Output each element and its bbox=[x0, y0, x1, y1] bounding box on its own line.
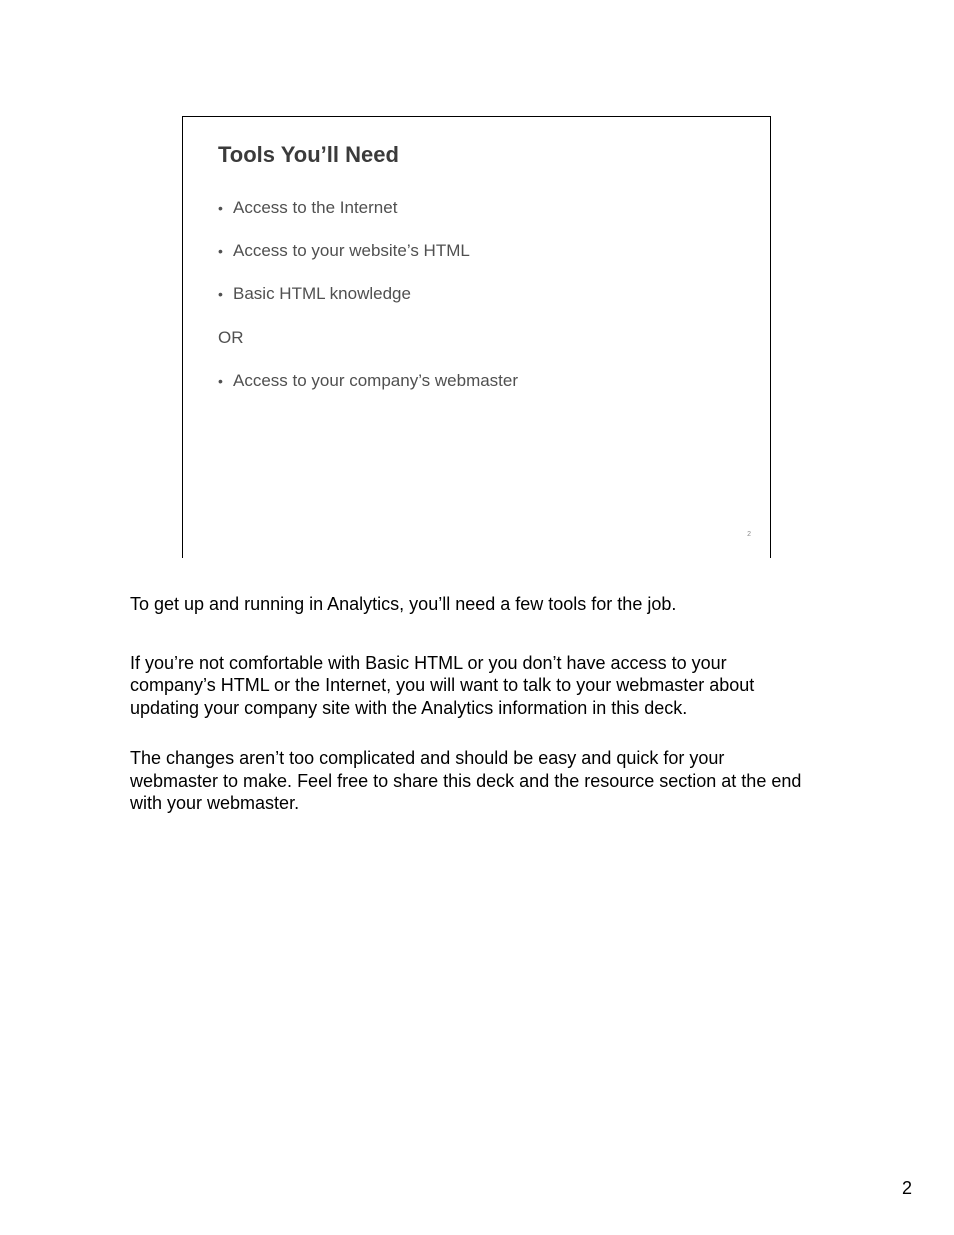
slide-bullet-text: Access to your company’s webmaster bbox=[233, 371, 519, 390]
slide-title: Tools You’ll Need bbox=[218, 142, 399, 167]
slide-bullet-item bbox=[218, 241, 470, 261]
slide-bullet-text: Basic HTML knowledge bbox=[233, 284, 411, 303]
bullet-icon: • bbox=[218, 286, 223, 302]
slide-bullet-item bbox=[218, 284, 411, 304]
bullet-icon: • bbox=[218, 243, 223, 259]
notes-paragraph: If you’re not comfortable with Basic HTML or you don’t have access to your company’s HTML or the Internet, you will want to talk to your webmaster about updating your company site with the Analytics information in this deck. bbox=[130, 652, 755, 718]
notes-paragraph: To get up and running in Analytics, you’ll need a few tools for the job. bbox=[130, 594, 677, 614]
slide-bullet-text: Access to your website’s HTML bbox=[233, 241, 470, 260]
page-number: 2 bbox=[902, 1178, 913, 1198]
notes-paragraph: The changes aren’t too complicated and should be easy and quick for your webmaster to make. Feel free to share this deck and the resource section at the end with your webmaster. bbox=[130, 748, 802, 813]
bullet-icon: • bbox=[218, 200, 223, 216]
speaker-notes bbox=[130, 593, 810, 843]
slide-or-separator bbox=[218, 328, 244, 348]
slide-page-number: 2 bbox=[747, 531, 751, 538]
slide-bullet-text: Access to the Internet bbox=[233, 198, 398, 217]
slide-bullet-item bbox=[218, 371, 518, 391]
slide-or-text: OR bbox=[218, 328, 244, 347]
bullet-icon: • bbox=[218, 373, 223, 389]
slide-thumbnail bbox=[182, 116, 771, 558]
slide-bullet-item bbox=[218, 198, 397, 218]
